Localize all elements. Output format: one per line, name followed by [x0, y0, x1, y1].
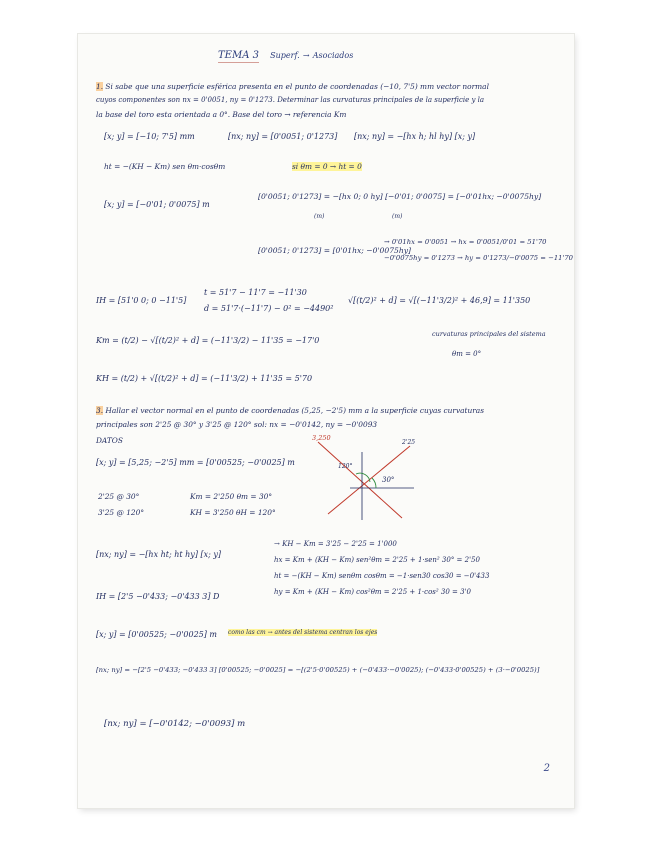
problem1-text1: Si sabe que una superficie esférica presenta en el punto de coordenadas (−10, 7'5) mm vector normal: [105, 82, 489, 91]
eq-matrix-product: [0'0051; 0'1273] = −[hx 0; 0 hy] [−0'01; 0'0075] = [−0'01hx; −0'0075hy]: [258, 192, 542, 201]
problem1-number: 1.: [96, 82, 104, 91]
problem3-position: [x; y] = [5,25; −2'5] mm = [0'00525; −0'0025] m: [96, 458, 295, 467]
problem1-line2: cuyos componentes son nx = 0'0051, ny = 0'1273. Determinar las curvaturas principales de la superficie y la: [96, 96, 485, 104]
eq-hx-result: → 0'01hx = 0'0051 → hx = 0'0051/0'01 = 51'70: [384, 238, 547, 246]
angle-arc-30: [372, 478, 376, 488]
title-main: TEMA 3: [218, 50, 259, 61]
eq-ht: ht = −(KH − Km) sen θm·cosθm: [104, 162, 226, 171]
km-equation: Km = (t/2) − √[(t/2)² + d] = (−11'3/2) − 11'35 = −17'0: [96, 336, 320, 345]
curvature-direction-diagram: [310, 432, 428, 524]
problem3-normal-relation: [nx; ny] = −[hx ht; ht hy] [x; y]: [96, 550, 221, 559]
diagram-label-120: 120°: [338, 463, 353, 470]
eq-note-units-2: (m): [392, 213, 403, 220]
problem1-line3: la base del toro esta orientada a 0°. Base del toro → referencia Km: [96, 110, 347, 119]
sqrt-expression: √[(t/2)² + d] = √[(−11'3/2)² + 46,9] = 11'350: [348, 296, 531, 305]
datos-label: DATOS: [96, 436, 123, 445]
condition-text: si θm = 0 → ht = 0: [292, 162, 362, 171]
title-arrow: →: [302, 51, 310, 60]
curvature-1: 2'25 @ 30°: [98, 492, 140, 501]
determinant-value: d = 51'7·(−11'7) − 0² = −4490²: [204, 304, 334, 313]
problem3-line1: [96, 406, 484, 415]
eq-note-units-1: (m): [314, 213, 325, 220]
eq-normal-relation: [nx; ny] = −[hx h; hl hy] [x; y]: [354, 132, 476, 141]
eq-position-m: [x; y] = [−0'01; 0'0075] m: [104, 200, 210, 209]
km-value: Km = 2'250 θm = 30°: [190, 492, 273, 501]
problem1-line1: [96, 82, 489, 91]
eq-simplified: [0'0051; 0'1273] = [0'01hx; −0'0075hy]: [258, 246, 412, 255]
km-axis-line: [328, 446, 410, 514]
problem3-result: [nx; ny] = [−0'0142; −0'0093] m: [104, 719, 246, 729]
theta-note: θm = 0°: [452, 350, 482, 358]
trace-value: t = 51'7 − 11'7 = −11'30: [204, 288, 307, 297]
problem3-hy: hy = Km + (KH − Km) cos²θm = 2'25 + 1·cos² 30 = 3'0: [274, 588, 471, 596]
problem3-line2: principales son 2'25 @ 30° y 3'25 @ 120° sol: nx = −0'0142, ny = −0'0093: [96, 420, 378, 429]
page-number: 2: [543, 763, 550, 774]
eq-normal-vector: [nx; ny] = [0'0051; 0'1273]: [228, 132, 338, 141]
problem3-position-m: [x; y] = [0'00525; −0'0025] m: [96, 630, 217, 639]
problem3-hx: hx = Km + (KH − Km) sen²θm = 2'25 + 1·sen² 30° = 2'50: [274, 556, 480, 564]
title-curve: Asociados: [312, 51, 354, 60]
eq-hy-result: −0'0075hy = 0'1273 → hy = 0'1273/−0'0075 = −11'70: [384, 254, 574, 262]
kh-value: KH = 3'250 θH = 120°: [190, 508, 276, 517]
hessian-matrix-1: IH = [51'0 0; 0 −11'5]: [96, 296, 187, 305]
curvature-note: curvaturas principales del sistema: [432, 330, 546, 338]
problem3-text1: Hallar el vector normal en el punto de coordenadas (5,25, −2'5) mm a la superficie cuyas curvaturas: [105, 406, 484, 415]
diagram-label-30: 30°: [382, 476, 395, 484]
curvature-2: 3'25 @ 120°: [98, 508, 145, 517]
eq-position-mm: [x; y] = [−10; 7'5] mm: [104, 132, 195, 141]
title-sub: Superf.: [270, 51, 300, 60]
hessian-matrix-2: IH = [2'5 −0'433; −0'433 3] D: [96, 592, 220, 601]
diagram-label-km: 2'25: [402, 439, 416, 446]
eq-condition: [292, 162, 362, 171]
problem3-kdiff: → KH − Km = 3'25 − 2'25 = 1'000: [274, 540, 397, 548]
note-text: como las cm → antes del sistema centran los ejes: [228, 629, 378, 636]
problem3-note: [228, 628, 377, 637]
notebook-page: [78, 34, 574, 808]
kh-equation: KH = (t/2) + √[(t/2)² + d] = (−11'3/2) + 11'35 = 5'70: [96, 374, 313, 383]
problem3-number: 3.: [96, 406, 104, 415]
problem3-normal-product: [nx; ny] = −[2'5 −0'433; −0'433 3] [0'00525; −0'0025] = −[(2'5·0'00525) + (−0'433·−0'0025); (−0'433·0'00525) + (3·−0'0025)]: [96, 666, 540, 674]
diagram-label-kh: 3,250: [312, 434, 331, 442]
page-title: [218, 50, 353, 61]
problem3-ht: ht = −(KH − Km) senθm cosθm = −1·sen30 cos30 = −0'433: [274, 572, 490, 580]
